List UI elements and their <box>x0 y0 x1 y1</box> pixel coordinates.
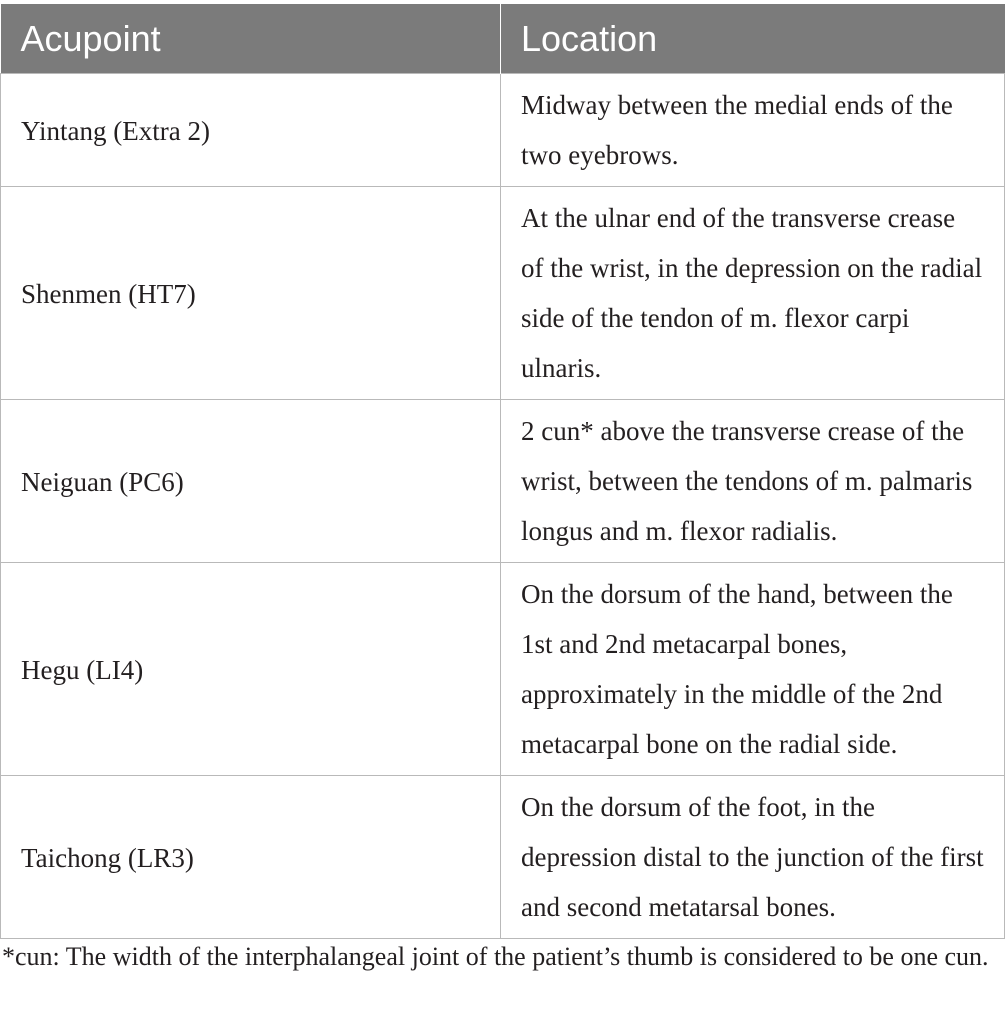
cell-location: On the dorsum of the foot, in the depression distal to the junction of the first and second metatarsal bones. <box>501 776 1005 939</box>
cell-location: Midway between the medial ends of the two eyebrows. <box>501 74 1005 187</box>
table-row <box>1 187 1005 400</box>
header-acupoint: Acupoint <box>1 4 501 74</box>
cell-acupoint: Neiguan (PC6) <box>1 400 501 563</box>
table-row <box>1 74 1005 187</box>
cell-location: 2 cun* above the transverse crease of the wrist, between the tendons of m. palmaris longus and m. flexor radialis. <box>501 400 1005 563</box>
acupoint-table-container <box>0 4 1005 939</box>
table-row <box>1 776 1005 939</box>
acupoint-table <box>0 4 1005 939</box>
cell-acupoint: Shenmen (HT7) <box>1 187 501 400</box>
cell-acupoint: Yintang (Extra 2) <box>1 74 501 187</box>
cell-acupoint: Hegu (LI4) <box>1 563 501 776</box>
table-row <box>1 563 1005 776</box>
cell-acupoint: Taichong (LR3) <box>1 776 501 939</box>
table-row <box>1 400 1005 563</box>
cell-location: At the ulnar end of the transverse crease of the wrist, in the depression on the radial side of the tendon of m. flexor carpi ulnaris. <box>501 187 1005 400</box>
header-location: Location <box>501 4 1005 74</box>
cell-location: On the dorsum of the hand, between the 1st and 2nd metacarpal bones, approximately in the middle of the 2nd metacarpal bone on the radial side. <box>501 563 1005 776</box>
table-footnote: *cun: The width of the interphalangeal joint of the patient’s thumb is considered to be one cun. <box>2 942 989 971</box>
table-header-row <box>1 4 1005 74</box>
